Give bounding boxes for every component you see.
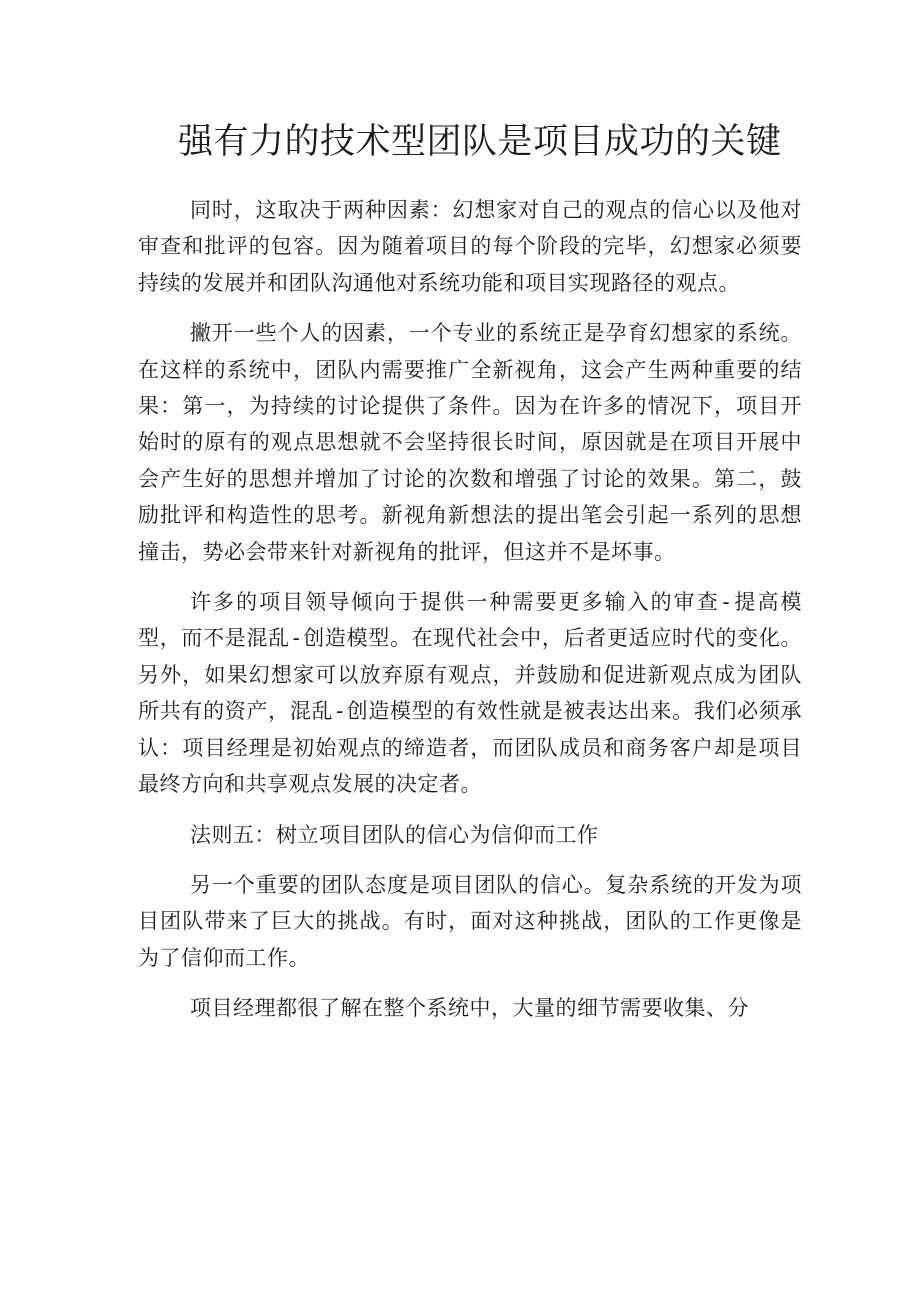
paragraph-5: 项目经理都很了解在整个系统中，大量的细节需要收集、分	[190, 996, 749, 1021]
paragraph-1: 同时，这取决于两种因素：幻想家对自己的观点的信心以及他对审查和批评的包容。因为随着项目的每个阶段的完毕，幻想家必须要持续的发展并和团队沟通他对系统功能和项目实现路径的观点。	[138, 198, 802, 295]
document-title: 强有力的技术型团队是项目成功的关键	[178, 122, 782, 162]
section-heading-rule-five: 法则五：树立项目团队的信心为信仰而工作	[190, 822, 599, 847]
paragraph-3: 许多的项目领导倾向于提供一种需要更多输入的审查-提高模型，而不是混乱-创造模型。在现代社会中，后者更适应时代的变化。另外，如果幻想家可以放弃原有观点，并鼓励和促进新观点成为团队所共有的资产，混乱-创造模型的有效性就是被表达出来。我们必须承认：项目经理是初始观点的缔造者，而团队成员和商务客户却是项目最终方向和共享观点发展的决定者。	[138, 590, 802, 797]
paragraph-2: 撇开一些个人的因素，一个专业的系统正是孕育幻想家的系统。在这样的系统中，团队内需要推广全新视角，这会产生两种重要的结果：第一，为持续的讨论提供了条件。因为在许多的情况下，项目开始时的原有的观点思想就不会坚持很长时间，原因就是在项目开展中会产生好的思想并增加了讨论的次数和增强了讨论的效果。第二，鼓励批评和构造性的思考。新视角新想法的提出笔会引起一系列的思想撞击，势必会带来针对新视角的批评，但这并不是坏事。	[138, 321, 802, 564]
paragraph-4: 另一个重要的团队态度是项目团队的信心。复杂系统的开发为项目团队带来了巨大的挑战。有时，面对这种挑战，团队的工作更像是为了信仰而工作。	[138, 872, 802, 970]
